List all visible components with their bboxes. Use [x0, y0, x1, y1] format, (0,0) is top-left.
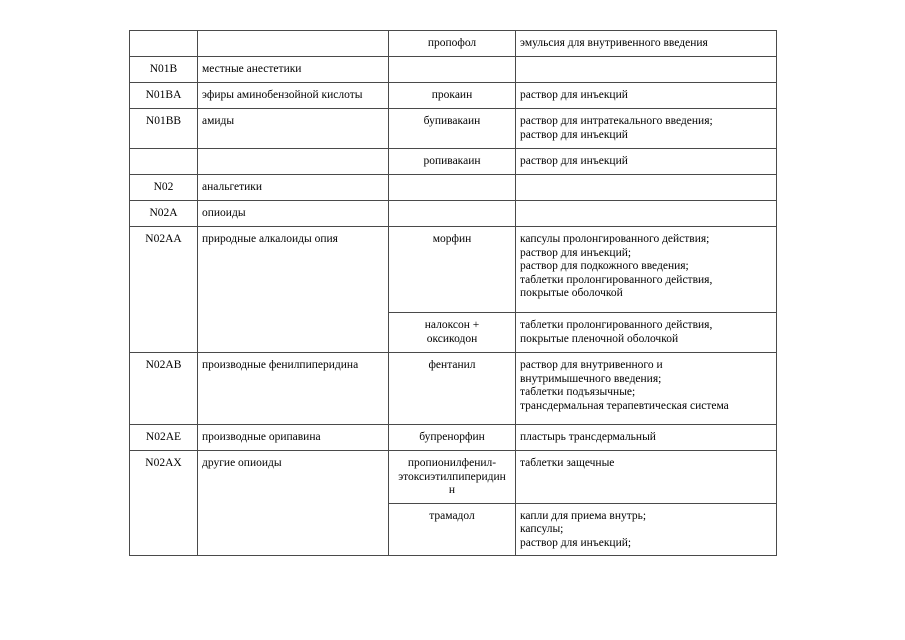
- drug-name-line: пропионилфенил-: [407, 457, 497, 469]
- drug-name-cell: [389, 201, 516, 227]
- drug-name-line: оксикодон: [426, 332, 478, 345]
- table-row: [130, 175, 777, 201]
- dosage-form-cell: [516, 109, 777, 149]
- dosage-form-line: раствор для внутривенного и: [520, 359, 663, 371]
- group-name-cell: местные анестетики: [198, 57, 389, 83]
- dosage-form-cell: [516, 175, 777, 201]
- dosage-form-line: капли для приема внутрь;: [520, 509, 647, 522]
- drug-name-cell: бупренорфин: [389, 425, 516, 451]
- dosage-form-line: капсулы;: [520, 523, 564, 535]
- dosage-form-line: раствор для подкожного введения;: [520, 260, 689, 272]
- table-row: [130, 31, 777, 57]
- drug-name-line: налоксон +: [424, 319, 480, 331]
- group-name-cell: природные алкалоиды опия: [198, 227, 389, 353]
- dosage-form-cell: [516, 31, 777, 57]
- atc-code-cell: [130, 149, 198, 175]
- table-row: [130, 425, 777, 451]
- dosage-form-cell: [516, 425, 777, 451]
- drug-name-cell: морфин: [389, 227, 516, 313]
- atc-code-cell: N01BA: [130, 83, 198, 109]
- group-name-cell: другие опиоиды: [198, 451, 389, 556]
- drug-name-cell: фентанил: [389, 353, 516, 425]
- dosage-form-line: таблетки подъязычные;: [520, 386, 636, 398]
- dosage-form-cell: [516, 503, 777, 556]
- atc-code-cell: N01BB: [130, 109, 198, 149]
- dosage-form-line: раствор для инъекций: [520, 89, 628, 101]
- drug-name-cell: [389, 175, 516, 201]
- drug-name-line: этоксиэтилпиперидин: [398, 470, 506, 483]
- group-name-cell: анальгетики: [198, 175, 389, 201]
- drug-name-cell: [389, 313, 516, 353]
- drug-name-cell: прокаин: [389, 83, 516, 109]
- atc-code-cell: N02A: [130, 201, 198, 227]
- dosage-form-line: покрытые пленочной оболочкой: [520, 332, 679, 345]
- table-row: [130, 83, 777, 109]
- drug-name-cell: трамадол: [389, 503, 516, 556]
- dosage-form-cell: [516, 451, 777, 504]
- dosage-form-line: раствор для инъекций: [520, 155, 628, 167]
- dosage-form-cell: [516, 353, 777, 425]
- group-name-cell: [198, 149, 389, 175]
- atc-code-cell: [130, 31, 198, 57]
- dosage-form-cell: [516, 57, 777, 83]
- dosage-form-line: трансдермальная терапевтическая система: [520, 399, 729, 412]
- atc-code-cell: N02: [130, 175, 198, 201]
- dosage-form-line: эмульсия для внутривенного введения: [520, 37, 708, 49]
- table-row: [130, 227, 777, 313]
- group-name-cell: опиоиды: [198, 201, 389, 227]
- dosage-form-line: раствор для инъекций;: [520, 246, 632, 259]
- drug-name-line: н: [448, 484, 456, 496]
- drug-name-cell: [389, 57, 516, 83]
- dosage-form-cell: [516, 83, 777, 109]
- dosage-form-cell: [516, 149, 777, 175]
- dosage-form-line: капсулы пролонгированного действия;: [520, 233, 710, 245]
- dosage-form-line: таблетки пролонгированного действия,: [520, 319, 713, 331]
- dosage-form-cell: [516, 201, 777, 227]
- dosage-form-line: пластырь трансдермальный: [520, 431, 656, 443]
- dosage-form-line: раствор для инъекций;: [520, 536, 632, 549]
- atc-code-cell: N02AA: [130, 227, 198, 353]
- table-row: [130, 109, 777, 149]
- drug-name-cell: пропофол: [389, 31, 516, 57]
- drug-name-cell: бупивакаин: [389, 109, 516, 149]
- dosage-form-line: внутримышечного введения;: [520, 372, 662, 385]
- dosage-form-line: раствор для интратекального введения;: [520, 115, 713, 127]
- dosage-form-line: таблетки пролонгированного действия,: [520, 273, 713, 286]
- group-name-cell: производные фенилпиперидина: [198, 353, 389, 425]
- dosage-form-cell: [516, 313, 777, 353]
- table-row: [130, 149, 777, 175]
- group-name-cell: производные орипавина: [198, 425, 389, 451]
- atc-code-cell: N02AB: [130, 353, 198, 425]
- table-row: [130, 57, 777, 83]
- dosage-form-cell: [516, 227, 777, 313]
- group-name-cell: эфиры аминобензойной кислоты: [198, 83, 389, 109]
- dosage-form-line: покрытые оболочкой: [520, 287, 623, 299]
- table-row: [130, 353, 777, 425]
- dosage-form-line: раствор для инъекций: [520, 128, 628, 141]
- drug-name-cell: ропивакаин: [389, 149, 516, 175]
- dosage-form-line: таблетки защечные: [520, 457, 615, 469]
- drug-table: [129, 30, 777, 556]
- atc-code-cell: N01B: [130, 57, 198, 83]
- group-name-cell: [198, 31, 389, 57]
- drug-name-cell: [389, 451, 516, 504]
- atc-code-cell: N02AX: [130, 451, 198, 556]
- atc-code-cell: N02AE: [130, 425, 198, 451]
- table-row: [130, 201, 777, 227]
- group-name-cell: амиды: [198, 109, 389, 149]
- table-row: [130, 451, 777, 504]
